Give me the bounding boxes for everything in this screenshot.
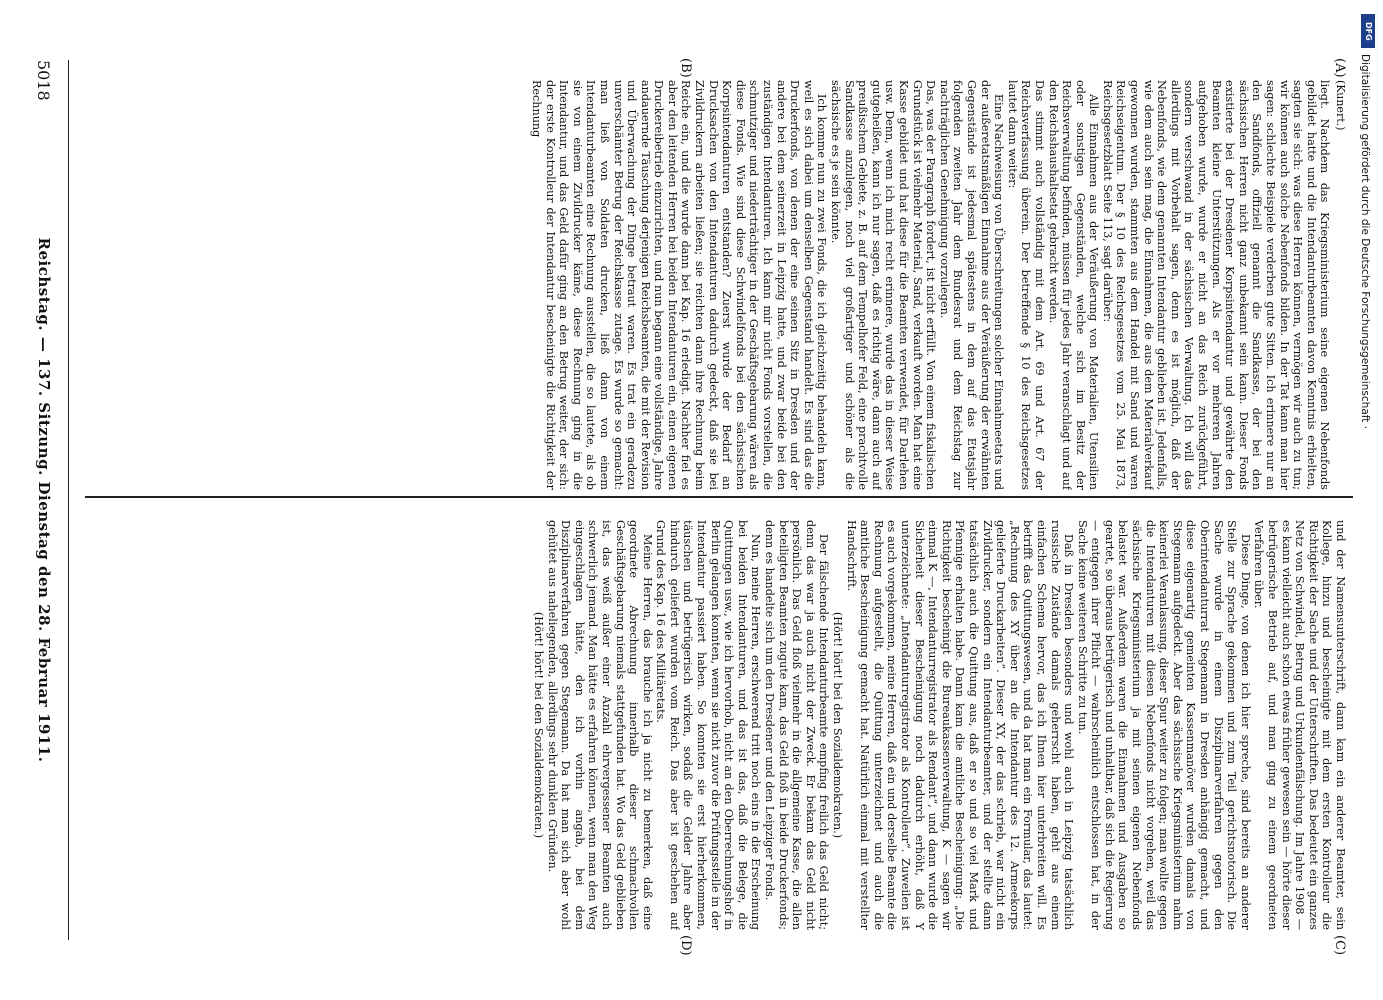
page-header [29,60,53,940]
digitization-credit [1359,10,1379,990]
speaker-name: (Kunert.) [1334,80,1347,131]
right-paragraph-3: Daß in Dresden besonders und wohl auch in Leipzig tatsächlich russische Zustände damals geherrscht haben, geht aus einem einfachen Schema hervor, das ich Ihnen hier unterbreiten will. Es betrifft das Quittungswesen, und da hat man ein Formular, das lautet: „Rechnung des XY über an die Intendantur des 12. Armeekorps gelieferte Druckarbeiten“. Dieser XY, der das schrieb, war nicht ein Zivildrucker, sondern ein Intendanturbeamter, und der stellte dann tatsächlich auch die Quittung aus, daß er so und so viel Mark und Pfennige erhalten habe. Dann kam die amtliche Bescheinigung: „Die Richtigkeit bescheinigt die Bureaukassenverwaltung, K — sagen wir einmal K —, Intendanturregistrator als Rendant“, und dann wurde die Sicherheit dieser Bescheinigung noch dadurch erhöht, daß Y unterzeichnete: „Intendanturregistrator als Kontrolleur“. Zuweilen ist es auch vorgekommen, meine Herren, daß ein und derselbe Beamte die Rechnung aufgestellt, die Quittung unterzeichnet und auch die amtliche Bescheinigung gemacht hat. Natürlich einmal mit verstellter Handschrift. [844,520,1076,930]
running-title: Reichstag. — 137. Sitzung. Dienstag den 28. Februar 1911. [35,237,53,763]
dfg-logo: DFG [1361,14,1375,48]
page-number: 5018 [34,60,53,101]
left-text-column [87,80,1347,490]
right-paragraph-5: Nun, meine Herren, erschwerend tritt noch eins in die Erscheinung bei beiden Intendanturen, und das ist das, daß die Belege, die Quittungen usw., wie ich hervorhob, nicht an den Oberrechnungshof in Berlin gelangen konnten, wenn sie nicht zuvor die Prüfungsstelle in der Intendantur passiert haben. So konnten sie erst hierherkommen, täuschen und betrügerisch wirken, sodaß die Gelder Jahre aber hindurch geliefert wurden vom Reich. Das aber ist geschehen auf Grund des Kap. 16 des Militäretats. [654,520,763,930]
right-paragraph-4: Der fälschende Intendanturbeamte empfing freilich das Geld nicht; denn das war ja auch nicht der Zweck. Er bekam das Geld nicht persönlich. Das Geld floß vielmehr in die allgemeine Kasse, die allen beteiligten Beamten zugute kam, das Geld floß in beide Druckerfonds; denn es handelte sich um den Dresdener und den Leipziger Fonds. [763,520,831,930]
left-paragraph-1: liegt. Nachdem das Kriegsministerium seine eigenen Nebenfonds gebildet hatte und die Intendanturbeamten davon Kenntnis erhielten, sagten sie sich: was diese Herren können, vermögen wir auch zu tun; wir können auch solche Nebenfonds bilden. In der Tat kann man hier sagen: schlechte Beispiele verderben gute Sitten. Ich erinnere nur an den Sandfonds, offiziell genannt die Sandkasse, der bei den sächsischen Herren nicht ganz unbekannt sein kann. Dieser Fonds existierte bei der Dresdener Korpsintendantur und gewährte den Beamten kleine Unterstützungen. Als er vor mehreren Jahren aufgehoben wurde, wurde er nicht an das Reich zurückgeführt, sondern verschwand in der sächsischen Verwaltung. Ich will das allerdings mit Vorbehalt sagen, denn es ist möglich, daß der Nebenfonds, wie dem genannten Intendantur geblieben ist. Jedenfalls, wie dem auch sein mag, die Einnahmen, die aus dem Materialverkauf gewonnen wurden, stammten aus dem Handel mit Sand und waren Reichseigentum. Der § 10 des Reichsgesetzes vom 25. Mai 1873, Reichsgesetzblatt Seite 113, sagt darüber: [1100,80,1332,490]
margin-marker-d: (D) [678,935,693,956]
right-text-column [87,520,1347,930]
margin-marker-b: (B) [678,58,693,78]
left-paragraph-2: Alle Einnahmen aus der Veräußerung von Materialien, Utensilien oder sonstigen Gegenständen, welche sich im Besitz der Reichsverwaltung befinden, müssen für jedes Jahr veranschlagt und auf den Reichshaushaltsetat gebracht werden. [1046,80,1101,490]
header-rule [68,60,69,940]
left-paragraph-4: Eine Nachweisung von Überschreitungen solcher Einnahmeetats und der außeretatsmäßigen Einnahme aus der Veräußerung der erwähnten Gegenstände ist jedesmal spätestens in dem auf das Etatsjahr folgenden zweiten Jahr dem Bundesrat und dem Reichstag zur nachträglichen Genehmigung vorzulegen. [937,80,1006,490]
column-divider [85,496,1353,498]
left-paragraph-3: Das stimmt auch vollständig mit dem Art. 69 und Art. 67 der Reichsverfassung überein. Der betreffende § 10 des Reichsgesetzes lautet dann weiter: [1005,80,1046,490]
margin-marker-c: (C) [1332,935,1347,956]
right-paragraph-2: Diese Dinge, von denen ich hier spreche, sind bereits an anderer Stelle zur Sprache gekommen und zum Teil gerichtsnotorisch. Die Sache wurde in einem Disziplinarverfahren gegen den Oberintendanturrat Stegemann in Dresden anhängig gemacht, und diese eigenartig gemeinten Kassenmanöver wurden damals von Stegemann aufgedeckt. Aber das sächsische Kriegsministerium nahm keinerlei Veranlassung, dieser Spur weiter zu folgen; man wollte gegen die Intendanturen mit diesen Nebenfonds nicht vorgehen, weil das sächsische Kriegsministerium ja mit seinen eigenen Nebenfonds belastet war. Außerdem waren die Einnahmen und Ausgaben so geartet, so überaus betrügerisch und unhaltbar, daß sich die Regierung — entgegen ihrer Pflicht — wahrscheinlich entschlossen hat, in der Sache keine weiteren Schritte zu tun. [1075,520,1252,930]
right-paragraph-6: Meine Herren, das brauche ich ja nicht zu bemerken, daß eine geordnete Abrechnung innerhalb dieser schmachvollen Geschäftsgebarung niemals stattgefunden hat. Wo das Geld geblieben ist, das weiß außer einer Anzahl ehrvergessener Beamten auch schwerlich jemand. Man hätte es erfahren können, wenn man den Weg eingeschlagen hätte, den ich vorhin angab, bei dem Disziplinarverfahren gegen Stegemann. Da hat man sich aber wohl gehütet aus naheliegenden, allerdings sehr dunklen Gründen. [545,520,654,930]
right-interjection-2: (Hört! hört! bei den Sozialdemokraten.) [531,611,545,839]
right-interjection-1: (Hört! hört! bei den Sozialdemokraten.) [831,611,845,839]
margin-marker-a: (A) [1332,58,1347,78]
credit-text: Digitalisierung gefördert durch die Deutsche Forschungsgemeinschaft · [1359,54,1371,430]
left-paragraph-5: Das, was der Paragraph fordert, ist nicht erfüllt. Von einem fiskalischen Grundstück ist vielmehr Material, Sand, verkauft worden. Man hat eine Kasse gebildet und hat diese für die Beamten verwendet, für Darlehen usw. Denn, wenn ich mich recht erinnere, wurde das in dieser Weise gutgeheißen, kann ich nur sagen, daß es richtig wäre, dann auch auf preußischem Gebiete, z. B. auf dem Tempelhofer Feld, eine prachtvolle Sandkasse anzulegen, noch viel großartiger und schöner als die sächsische es je sein könnte. [829,80,938,490]
left-paragraph-6: Ich komme nun zu zwei Fonds, die ich gleichzeitig behandeln kann, weil es sich dabei um denselben Gegenstand handelt. Es sind das die Druckerfonds, von denen der eine seinen Sitz in Dresden und der andere bei dem seinerzeit in Leipzig hatte, und zwar beide bei den zuständigen Intendanturen. Ich kann mir nicht Fonds vorstellen, die schmutziger und niederträchtiger in der Geschäftsgebarung wären als diese Fonds. Wie sind diese Schwindelfonds bei den sächsischen Korpsintendanturen entstanden? Zuerst wurde der Bedarf an Drucksachen von den Intendanturen dadurch gedeckt, daß sie bei Zivildruckern arbeiten ließen; sie reichten dann ihre Rechnung beim Reiche ein, und die wurde dann bei Kap. 16 erledigt. Nachher fiel es aber den leitenden Herren bei beiden Intendanturen ein, einen eigenen Druckereibetrieb einzurichten, und nun begann eine vollständige, Jahre andauernde Täuschung derjenigen Reichsbeamten, die mit der Revision und Überwachung der Dinge betraut waren. Es trat ein geradezu unverschämter Betrug der Reichskasse zutage. Es wurde so gemacht: man ließ von Soldaten drucken, ließ dann von einem Intendanturbeamten eine Rechnung ausstellen, die so lautete, als ob sie von einem Zivildrucker käme, diese Rechnung ging in die Intendantur, und das Geld dafür ging an den Betrug weiter, der sich: der erste Kontrolleur der Intendantur bescheinigte die Richtigkeit der Rechnung [529,80,829,490]
right-paragraph-1: und der Namensunterschrift, dann kam ein anderer Beamter, sein Kollege, hinzu und bescheinigte mit dem ersten Kontrolleur die Richtigkeit der Sache und der Unterschriften. Das bedeutet ein ganzes Netz von Schwindel, Betrug und Urkundenfälschung. Im Jahre 1908 — es kann vielleicht auch schon etwas früher gewesen sein — hörte dieser betrügerische Betrieb auf, und man ging zu einem geordneten Verfahren über. [1252,520,1347,930]
